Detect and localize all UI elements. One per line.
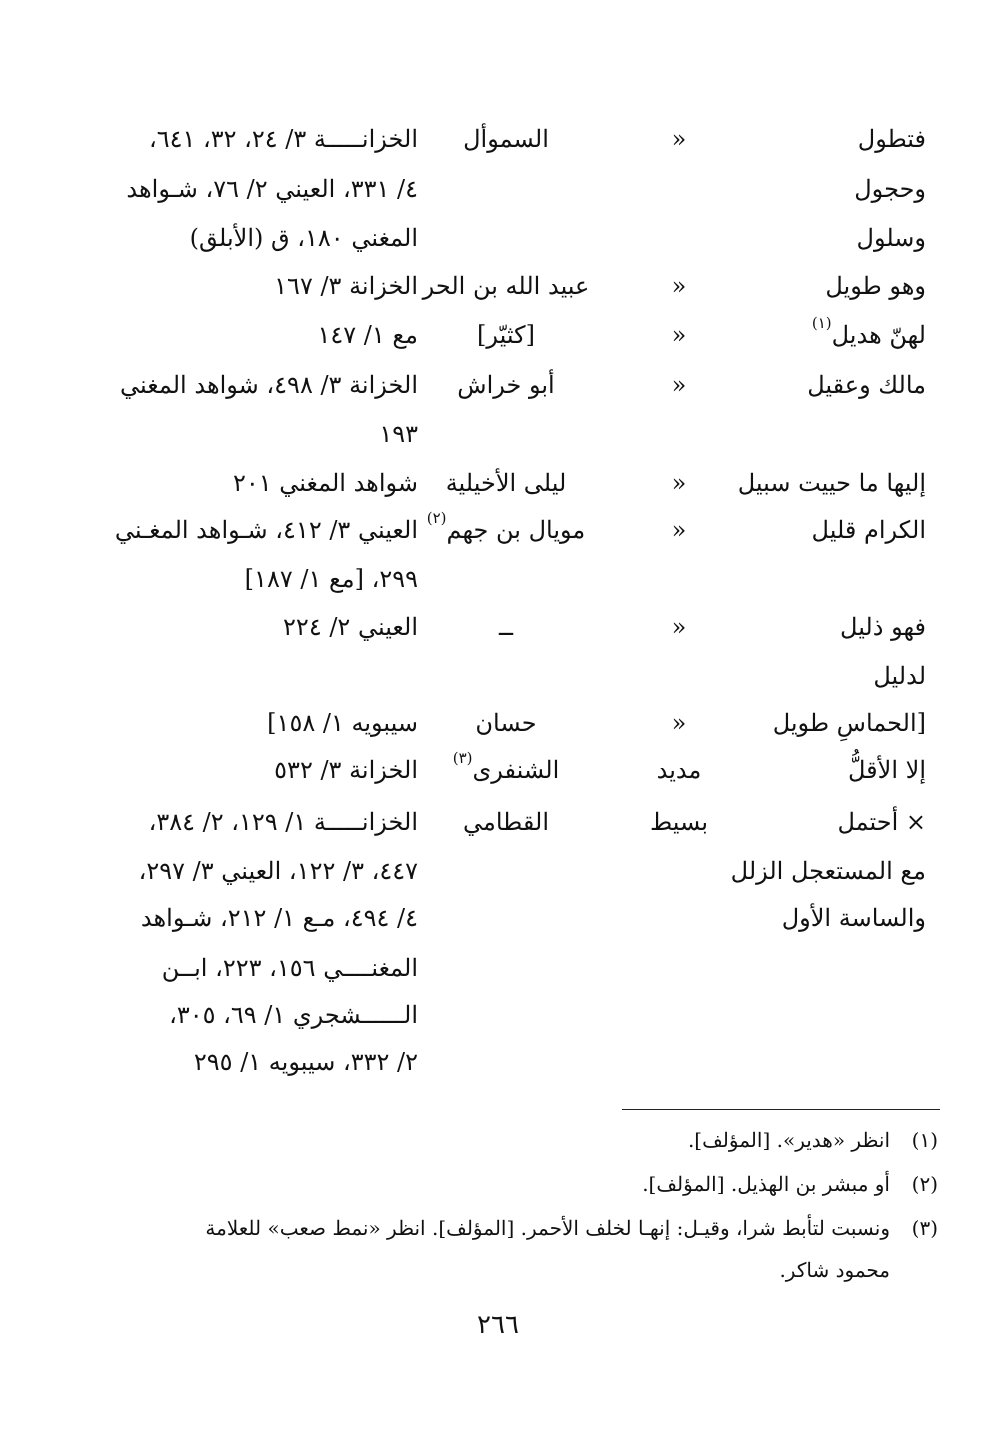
reference: ٢/ ٣٣٢، سيبويه ١/ ٢٩٥ <box>193 1048 418 1076</box>
reference: ٢٩٩، [مع ١/ ١٨٧] <box>244 565 418 593</box>
meter: بسيط <box>649 808 709 836</box>
footnote-number: (١) <box>911 1128 938 1152</box>
rhyme-word: إليها ما حييت سبيل <box>737 469 926 497</box>
entry-row <box>0 602 996 652</box>
footnote-continuation: محمود شاكر. <box>779 1258 890 1282</box>
poet: القطامي <box>463 808 549 836</box>
meter: » <box>671 469 687 497</box>
rhyme-word: وهو طويل <box>825 272 926 300</box>
meter: » <box>671 125 687 153</box>
poet: حسان <box>475 709 537 737</box>
entry-row <box>0 893 996 943</box>
entry-row <box>0 797 996 847</box>
reference: الــــــشجري ١/ ٦٩، ٣٠٥، <box>169 1001 418 1029</box>
footnote <box>98 1206 938 1250</box>
poet: عبيد الله بن الحر <box>422 272 590 300</box>
poet-text: الشنفرى <box>472 756 560 784</box>
rhyme-word <box>736 310 926 360</box>
reference: ٤/ ٣٣١، العيني ٢/ ٧٦، شـواهد <box>126 175 418 203</box>
poet: [كثيّر] <box>477 321 535 349</box>
entry-row <box>0 360 996 410</box>
entry-row <box>0 261 996 311</box>
poet: أبو خراش <box>457 371 555 399</box>
footnote-number: (٣) <box>911 1216 938 1240</box>
rhyme-word: الكرام قليل <box>811 516 926 544</box>
meter: » <box>671 321 687 349</box>
reference: العيني ٢/ ٢٢٤ <box>283 613 418 641</box>
reference: الخزانـــــة ٣/ ٢٤، ٣٢، ٦٤١، <box>148 125 418 153</box>
poet <box>411 745 601 795</box>
footnote-marker: (٢) <box>426 509 447 527</box>
footnote <box>98 1162 938 1206</box>
rhyme-word: × أحتمل <box>837 808 926 836</box>
page-number: ٢٦٦ <box>477 1310 519 1340</box>
reference: ٤٤٧، ٣/ ١٢٢، العيني ٣/ ٢٩٧، <box>138 857 418 885</box>
poet <box>411 505 601 555</box>
footnote-marker: (٣) <box>452 749 473 767</box>
entry-row <box>0 846 996 896</box>
rhyme-word: لدليل <box>873 662 926 690</box>
footnote-separator <box>622 1109 940 1110</box>
footnote-text: أو مبشر بن الهذيل. [المؤلف]. <box>642 1172 890 1196</box>
meter: » <box>671 516 687 544</box>
entry-row <box>0 651 996 701</box>
footnote-number: (٢) <box>911 1172 938 1196</box>
entry-row <box>0 114 996 164</box>
meter: » <box>671 613 687 641</box>
footnote-marker: (١) <box>811 314 832 332</box>
rhyme-word: مع المستعجل الزلل <box>730 857 926 885</box>
reference: العيني ٣/ ٤١٢، شـواهد المغـني <box>114 516 418 544</box>
rhyme-word: فهو ذليل <box>840 613 926 641</box>
meter: مديد <box>656 756 702 784</box>
meter: » <box>671 371 687 399</box>
entry-row <box>0 990 996 1040</box>
poet: ــ <box>498 613 514 641</box>
reference: شواهد المغني ٢٠١ <box>232 469 418 497</box>
rhyme-word: وسلول <box>856 224 926 252</box>
rhyme-word: فتطول <box>857 125 926 153</box>
entry-row <box>0 310 996 360</box>
entry-row <box>0 943 996 993</box>
entry-row <box>0 458 996 508</box>
rhyme-word: والساسة الأول <box>781 904 926 932</box>
entry-row <box>0 745 996 795</box>
rhyme-word: مالك وعقيل <box>807 371 926 399</box>
footnote-text: انظر «هدير». [المؤلف]. <box>687 1128 890 1152</box>
entry-row <box>0 505 996 555</box>
entry-row <box>0 554 996 604</box>
reference: الخزانة ٣/ ٥٣٢ <box>274 756 418 784</box>
rhyme-word: إلا الأقلُّ <box>848 756 926 784</box>
entry-row <box>0 1037 996 1087</box>
poet: السموأل <box>463 125 549 153</box>
reference: سيبويه ١/ ١٥٨] <box>267 709 418 737</box>
reference: المغني ١٨٠، ق (الأبلق) <box>189 224 418 252</box>
footnote-text: ونسبت لتأبط شرا، وقيـل: إنهـا لخلف الأحمر. [المؤلف]. انظر «نمط صعب» للعلامة <box>205 1216 890 1240</box>
meter: » <box>671 272 687 300</box>
entry-row <box>0 164 996 214</box>
footnote <box>98 1118 938 1162</box>
rhyme-word: [الحماسِ طويل <box>772 709 926 737</box>
reference: ١٩٣ <box>379 420 418 448</box>
reference: ٤/ ٤٩٤، مـع ١/ ٢١٢، شـواهد <box>140 904 418 932</box>
entry-row <box>0 698 996 748</box>
reference: مع ١/ ١٤٧ <box>317 321 418 349</box>
reference: المغنــــي ١٥٦، ٢٢٣، ابــن <box>161 954 418 982</box>
entry-row <box>0 213 996 263</box>
reference: الخزانـــــة ١/ ١٢٩، ٢/ ٣٨٤، <box>148 808 418 836</box>
poet: ليلى الأخيلية <box>445 469 567 497</box>
rhyme-text: لهنّ هديل <box>831 321 926 349</box>
poet-text: مويال بن جهم <box>446 516 586 544</box>
reference: الخزانة ٣/ ١٦٧ <box>274 272 418 300</box>
rhyme-word: وحجول <box>854 175 926 203</box>
reference: الخزانة ٣/ ٤٩٨، شواهد المغني <box>120 371 418 399</box>
meter: » <box>671 709 687 737</box>
entry-row <box>0 409 996 459</box>
